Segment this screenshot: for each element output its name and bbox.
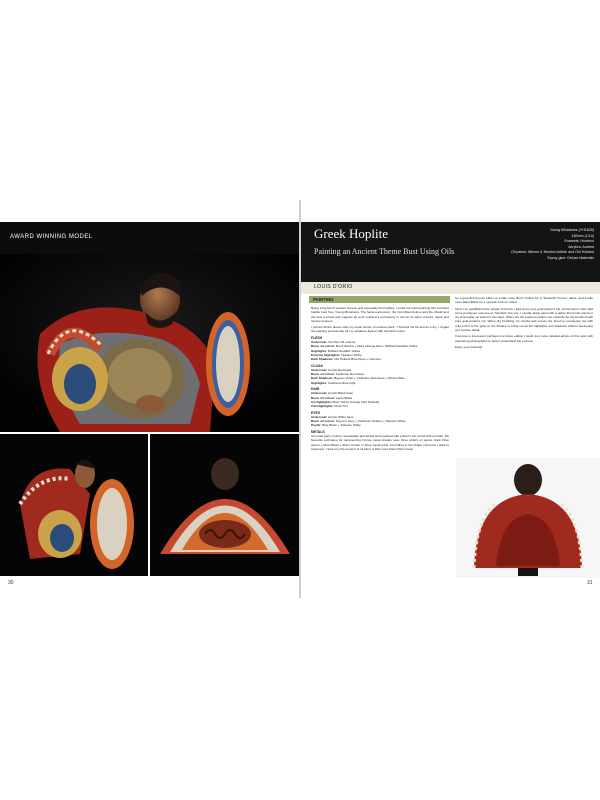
- right-page: [301, 200, 600, 598]
- shield-front-photo: [150, 434, 299, 576]
- paragraph: All metal parts, helmet, breastplate and shield were painted with printer's ink mixed with oil paint. My favourite technique for representing bronze metal shades uses three artist's oil paints. Dark Olive Green + Mars Black + Burnt Umber in three equal parts. According to the shade of bronze I want to represent, I add very the amount of oil paint, a little more Dark Olive Green: [311, 434, 449, 451]
- section-label: AWARD WINNING MODEL: [10, 234, 93, 240]
- section-heading-label: PAINTING: [313, 296, 334, 302]
- subheading-hair: HAIR: [311, 387, 320, 392]
- shield-front-illustration: [150, 434, 299, 576]
- spec-line: Epoxy glue: Deluxe Materials: [547, 255, 594, 260]
- spec-line: Young Miniatures (YH1839): [549, 228, 594, 232]
- recipe-line: Extreme Highlights: Titanium White: [311, 352, 362, 357]
- recipe-line: Dark Shadows: Bayeux Violet + Cadmium Red Deep + Winsor Blue: [311, 376, 405, 381]
- text-column-1: [311, 306, 449, 453]
- paragraph: Once I've established the shade of bronze I add some pure gold printer's ink, stirred well in then add some petroleum essence to "liquidize" the mix. I usually apply paint with a rather thin brush and let it dry thoroughly; at least for two days. When dry the painted surface can carefully be dry-brushed with pure gold printer's ink. When dry brushing, be careful and ensure the brush is completely dry with only a hint of the gold on the bristles to bring out all the highlights and shadows without destroying any surface detail.: [455, 306, 593, 333]
- left-page: [0, 200, 299, 598]
- model-specs: [444, 228, 594, 262]
- back-view-photo: [456, 458, 600, 578]
- subheading-flesh: FLESH: [311, 335, 323, 340]
- subheading-metals: METALS: [311, 429, 325, 434]
- page-number-left: 30: [8, 580, 14, 586]
- article-title: Greek Hoplite: [314, 226, 389, 241]
- subheading-eyes: EYES: [311, 410, 321, 415]
- paragraph: I primed all the pieces with my usual choice of enamel paint - Humbrol No.93 and let it dry. I began the painting process like all my miniature figures with the flesh colour.: [311, 325, 449, 334]
- spec-line: Oil paints: Winsor & Newton Artists' and Old Holland: [511, 250, 594, 255]
- recipe-line: Highlights: Brilliant Reddish Yellow: [311, 348, 361, 353]
- recipe-line: Basic oil colour: Payne's Grey + Cadmium Scarlet + Titanium White: [311, 419, 406, 424]
- recipe-line: Basic oil colour: Cadmium Red Deep: [311, 372, 364, 377]
- back-view-illustration: [456, 458, 600, 578]
- spec-line: 180mm (1/10): [571, 233, 594, 238]
- recipe-line: Undercoat: Acrylic Black base: [311, 391, 354, 396]
- paragraph: Being a big fan of ancient Greece and especially the hoplites, I could not resist painting this excellent hoplite bust from Young Miniatures. The facial expression, the Corinthian helmet and the shield lend the bust a proud and majestic air and I painted it exclusively in oils for its warm colours, depth and velvety textures.: [311, 306, 449, 323]
- recipe-line: Undercoat: Humbrol 93 enamel: [311, 340, 356, 345]
- recipe-line: Pupils: Blue Black + Titanium White: [311, 423, 361, 428]
- main-bust-photo: [0, 254, 299, 432]
- paragraph: If anyone is interested, perhaps in a future edition I could do a more detailed article on this topic with supporting photographs to better understand the process. . .: [455, 334, 593, 343]
- recipe-line: Ist Highlights: Mars Yellow Orange (Old Holland): [311, 399, 380, 404]
- side-view-photo: [0, 434, 148, 576]
- section-heading: [309, 296, 450, 303]
- side-view-illustration: [0, 434, 148, 576]
- recipe-line: 2nd Highlights: Flesh Tint: [311, 404, 348, 409]
- author-name: LOUIS D'ORIO: [314, 284, 353, 290]
- recipe-line: Undercoat: Acrylic White base: [311, 414, 354, 419]
- page-number-right: 31: [587, 580, 593, 586]
- recipe-line: Dark Shadows: Old Holland Blue Deep + Carmine: [311, 357, 381, 362]
- recipe-line: Basic oil colour: Burnt Sienna + Mars Orange Red + Brilliant Reddish Yellow: [311, 344, 418, 349]
- main-bust-illustration: [0, 254, 299, 432]
- text-column-2: [455, 296, 593, 351]
- paragraph: Enjoy your painting!: [455, 344, 483, 349]
- spec-line: Acrylics: Andrea: [568, 244, 594, 249]
- recipe-line: Basic oil colour: Lamp Black: [311, 395, 353, 400]
- recipe-line: Highlights: Cadmium Red Light: [311, 380, 356, 385]
- magazine-spread: [0, 200, 600, 598]
- recipe-line: Undercoat: Acrylic Red base: [311, 367, 352, 372]
- article-subtitle: Painting an Ancient Theme Bust Using Oils: [314, 247, 455, 256]
- paragraph: for a greenish bronze effect or a little more Burnt Umber for a "brownish bronze" effect, and a little more Mars Black for a "greyish bronze" effect.: [455, 296, 593, 305]
- spec-line: Enamels: Humbrol: [564, 239, 594, 244]
- subheading-cloak: CLOAK: [311, 363, 324, 368]
